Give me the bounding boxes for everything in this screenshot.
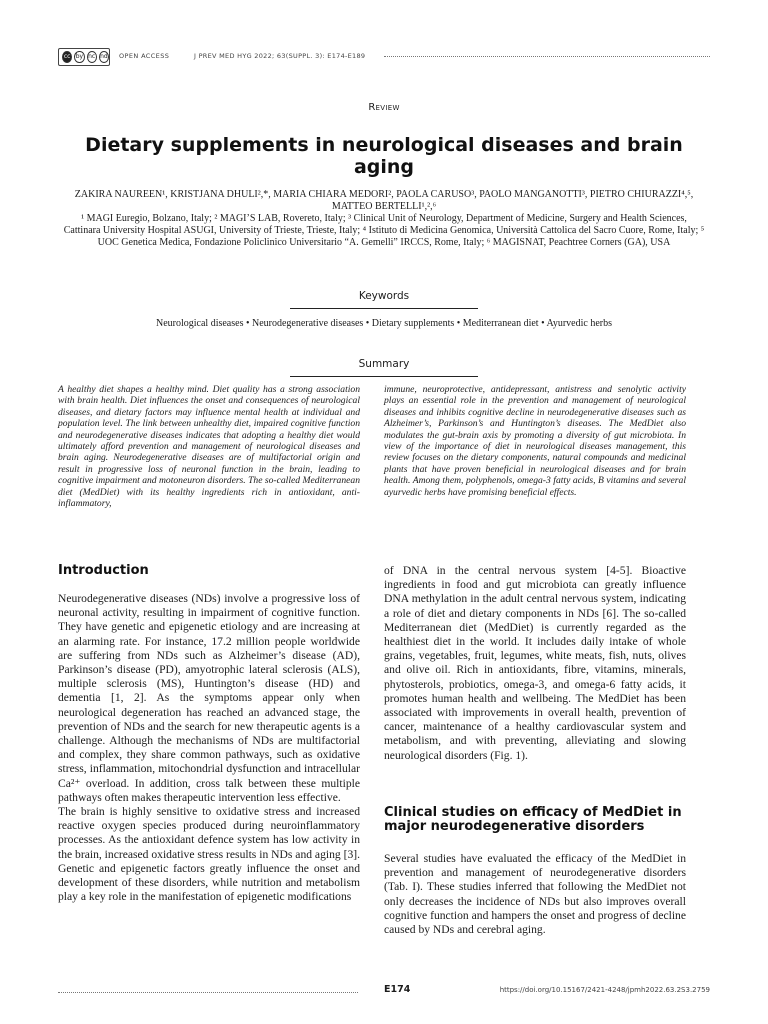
- page-footer: [58, 984, 710, 998]
- keywords-list: Neurological diseases • Neurodegenerative diseases • Dietary supplements • Mediterranean diet • Ayurvedic herbs: [156, 318, 612, 329]
- affiliations: ¹ MAGI Euregio, Bolzano, Italy; ² MAGI’S LAB, Rovereto, Italy; ³ Clinical Unit of Neurology, Department of Medicine, Surgery and Health Sciences, Cattinara University Hospital ASUGI, University of Trieste, Trieste, Italy; ⁴ Istituto di Medicina Genomica, Università Cattolica del Sacro Cuore, Rome, Italy; ⁵ UOC Genetica Medica, Fondazione Policlinico Universitario “A. Gemelli” IRCCS, Rome, Italy; ⁶ MAGISNAT, Peachtree Corners (GA), USA: [63, 213, 705, 248]
- cc-icon: cc: [62, 51, 72, 63]
- author-list: ZAKIRA NAUREEN¹, KRISTJANA DHULI²,*, MARIA CHIARA MEDORI², PAOLA CARUSO³, PAOLO MANGANOTTI³, PIETRO CHIURAZZI⁴,⁵, MATTEO BERTELLI¹,²,⁶: [74, 189, 694, 212]
- summary-left-column: A healthy diet shapes a healthy mind. Diet quality has a strong association with brain health. Diet influences the onset and consequences of neurological diseases, and dietary factors may influence mental health at individual and population level. The link between unhealthy diet, impaired cognitive function and neurodegenerative diseases indicates that adopting a healthy diet would ultimately afford prevention and management of neurological diseases and brain aging. Neurodegenerative diseases are of multifactorial origin and result in progressive loss of neuronal function in the brain, leading to cognitive impairment and motoneuron disorders. The so-called Mediterranean diet (MedDiet) with its healthy ingredients rich in antioxidant, anti-inflammatory,: [58, 384, 360, 510]
- clinical-studies-heading: Clinical studies on efficacy of MedDiet in major neurodegenerative disorders: [384, 805, 682, 834]
- footer-dotted-rule: [58, 992, 358, 993]
- doi-link[interactable]: https://doi.org/10.15167/2421-4248/jpmh2022.63.2S3.2759: [499, 986, 710, 994]
- keywords-heading: Keywords: [358, 290, 410, 302]
- summary-right-column: immune, neuroprotective, antidepressant, antistress and senolytic activity plays an essential role in the prevention and management of neurological diseases and inhibits cognitive decline in neurodegenerative diseases such as Alzheimer’s, Parkinson’s and Huntington’s diseases. The MedDiet also modulates the gut-brain axis by promoting a diversity of gut microbiota. In view of the importance of diet in neurological diseases management, this review focuses on the dietary components, natural compounds and medicinal plants that have proven beneficial in neurological diseases and for brain health. Among them, polyphenols, omega-3 fatty acids, B vitamins and several ayurvedic herbs have promising beneficial effects.: [384, 384, 686, 498]
- header-dotted-rule: [384, 56, 710, 57]
- introduction-body: [58, 592, 360, 904]
- open-access-label: OPEN ACCESS: [119, 52, 170, 60]
- summary-rule: [290, 376, 478, 377]
- cc-nd-icon: nd: [99, 51, 109, 63]
- right-column-body: [384, 564, 686, 763]
- paragraph: Several studies have evaluated the efficacy of the MedDiet in prevention and management of neurodegenerative disorders (Tab. I). These studies inferred that following the MedDiet not only decreases the incidence of NDs but also improves overall cognitive function and hampers the onset and progress of decline caused by NDs and cerebral aging.: [384, 852, 686, 937]
- cc-nc-icon: nc: [87, 51, 97, 63]
- journal-reference: J PREV MED HYG 2022; 63(SUPPL. 3): E174-E189: [194, 52, 366, 60]
- journal-header: [58, 48, 710, 68]
- summary-heading: Summary: [358, 358, 410, 370]
- cc-license-badge: [58, 48, 110, 66]
- introduction-heading: Introduction: [58, 563, 149, 578]
- paragraph: Neurodegenerative diseases (NDs) involve a progressive loss of neuronal activity, resulting in impairment of cognitive function. They have genetic and epigenetic etiology and are increasing at an alarming rate. For instance, 17.2 million people worldwide are suffering from NDs such as Alzheimer’s disease (AD), Parkinson’s disease (PD), amyotrophic lateral sclerosis (ALS), multiple sclerosis (MS), Huntington’s disease (HD) and dementia [1, 2]. As the symptoms appear only when neurological degeneration has reached an advanced stage, the prevention of NDs and the search for new therapeutic agents is a challenge. Although the mechanisms of NDs are multifactorial and complex, they share common pathways, such as oxidative stress, inflammation, mitochondrial dysfunction and intracellular Ca²⁺ overload. In addition, cross talk between these multiple pathways often makes therapeutic intervention less effective.: [58, 592, 360, 804]
- paragraph: The brain is highly sensitive to oxidative stress and increased reactive oxygen species produced during neuroinflammatory processes. As the antioxidant defence system has low activity in the brain, increased oxidative stress results in NDs and aging [3]. Genetic and epigenetic factors greatly influence the onset and development of these disorders, while nutrition and metabolism play a key role in the manifestation of epigenetic modifications: [58, 805, 361, 904]
- cc-by-icon: by: [74, 51, 84, 63]
- keywords-rule: [290, 308, 478, 309]
- clinical-studies-body: [384, 852, 686, 937]
- page-number: E174: [384, 984, 411, 995]
- article-title: Dietary supplements in neurological diseases and brain aging: [85, 134, 683, 178]
- paragraph: of DNA in the central nervous system [4-5]. Bioactive ingredients in food and gut microbiota can greatly influence DNA methylation in the adult central nervous system, indicating a role of diet and dietary components in NDs [6]. The so-called Mediterranean diet (MedDiet) is currently regarded as the healthiest diet in the world. It includes daily intake of whole grains, vegetables, fruit, legumes, white meats, fish, nuts, olives and olive oil. Rich in antioxidants, fibre, vitamins, minerals, phytosterols, probiotics, omega-3, and omega-6 fatty acids, it promotes human health and wellbeing. The MedDiet has been associated with improvements in overall health, prevention of cancer, maintenance of a healthy cardiovascular system and metabolism, and with preventing, alleviating and slowing neurological disorders (Fig. 1).: [384, 564, 686, 762]
- article-type: Review: [368, 102, 400, 113]
